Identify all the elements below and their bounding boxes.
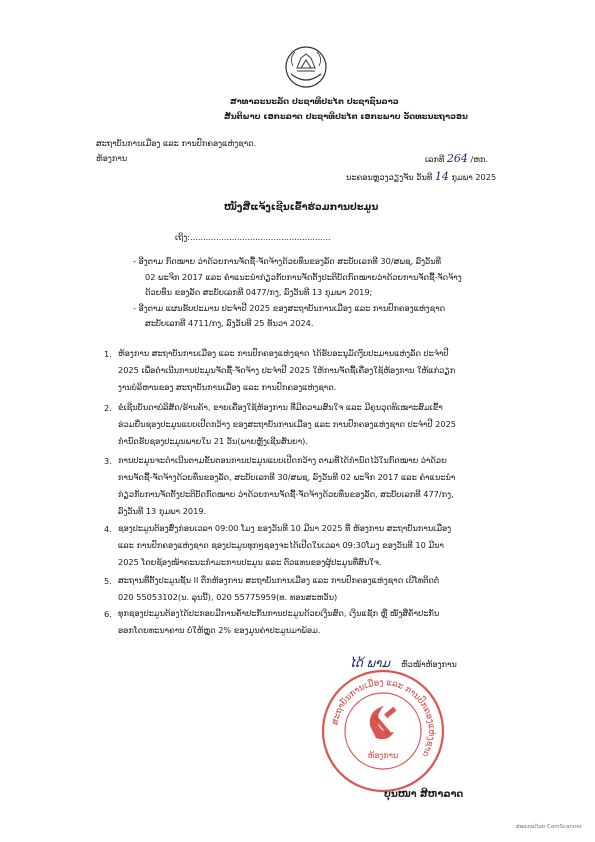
reference-line: 02 ພະຈິກ 2017 ແລະ ຄຳແນະນຳກ່ຽວກັບການຈັດຕັ້ງປະຕິບັດກົດໝາຍວ່າດ້ວຍການຈັດຊື້-ຈັດຈ້າງ bbox=[145, 271, 462, 282]
place-date-prefix: ນະຄອນຫຼວງວຽງຈັນ ວັນທີ bbox=[346, 172, 433, 182]
reference-line: ດ້ວຍທຶນ ຂອງລັດ ສະບັບເລກທີ 0477/ກງ, ລົງວັນທີ 13 ກຸມພາ 2019; bbox=[145, 287, 373, 297]
reference-line: ສະບັບເລກທີ 4711/ກງ, ລົງວັນທີ 25 ທັນວາ 2024. bbox=[145, 318, 314, 328]
item-line: 2025 ເພື່ອດຳເນີນການປະມູນຈັດຊື້-ຈັດຈ້າງ ປະຈຳປີ 2025 ໃຫ້ການຈັດຊື້ເຄື່ອງໃຊ້ຫ້ອງການ ໃຫ້ແກ່ວຽກ bbox=[118, 365, 456, 375]
item-number: 2. bbox=[104, 403, 112, 413]
item-text bbox=[118, 399, 456, 450]
sender-ministry: ສະຖາບັນການເມືອງ ແລະ ການປົກຄອງແຫ່ງຊາດ. bbox=[96, 138, 257, 148]
national-motto: ສັນຕິພາບ ເອກະລາດ ປະຊາທິປະໄຕ ເອກະພາບ ວັດທະນະຖາວອນ bbox=[224, 111, 468, 121]
item-number: 3. bbox=[104, 456, 112, 466]
place-date bbox=[346, 171, 496, 183]
reference-line: - ອີງຕາມ ແຜນຮັບປະມານ ປະຈຳປີ 2025 ຂອງສະຖາບັນການເມືອງ ແລະ ການປົກຄອງແຫ່ງຊາດ bbox=[133, 302, 446, 313]
item-line: ສະຖານທີ່ຕັ້ງປະມູນຊັ້ນ II ຕຶກຫ້ອງການ ສະຖາບັນການເມືອງ ແລະ ການປົກຄອງແຫ່ງຊາດ ເບີໂທຕິດຕໍ່ bbox=[118, 575, 440, 585]
item-line: ຮ່ວມຍື່ນຊອງປະມູນແບບເປີດກວ້າງ ຂອງສະຖາບັນການເມືອງ ແລະ ການປົກຄອງແຫ່ງຊາດ ປະຈຳປີ 2025 bbox=[118, 419, 457, 429]
number-suffix: /ຫກ. bbox=[470, 154, 489, 164]
signer-name: ບຸນໜາ ສີຫາລາດ bbox=[384, 789, 464, 800]
item-number: 1. bbox=[104, 349, 112, 359]
country-name: ສາທາລະນະລັດ ປະຊາທິປະໄຕ ປະຊາຊົນລາວ bbox=[230, 96, 399, 106]
item-line: ກ່ຽວກັບການຈັດຕັ້ງປະຕິບັດກົດໝາຍ ວ່າດ້ວຍການຈັດຊື້-ຈັດຈ້າງດ້ວຍທຶນຂອງລັດ, ສະບັບເລກທີ 477/ກງ, bbox=[118, 489, 454, 499]
item-line: ການປະມູນຈະດຳເນີນຕາມຂັ້ນຕອນການປະມູນແບບເປີດກວ້າງ ຕາມທີ່ໄດ້ກຳນົດໄວ້ໃນກົດໝາຍ ວ່າດ້ວຍ bbox=[118, 455, 447, 465]
handwritten-signature: ໄດ້ ພາມ bbox=[349, 656, 390, 670]
national-emblem-icon bbox=[283, 44, 329, 90]
item-number: 6. bbox=[104, 609, 112, 619]
stamp-ring-text: ສະຖາບັນການເມືອງ ແລະ ການປົກຄອງແຫ່ງຊາດ bbox=[330, 677, 437, 759]
item-text bbox=[118, 572, 439, 606]
item-line: ຂໍເຊີນບັນດາບໍລິສັດ/ຮ້ານຄ້າ, ຂາຍເຄື່ອງໃຊ້ຫ້ອງການ ທີ່ມີຄວາມສົນໃຈ ແລະ ມີຄຸນວຸດທິເໝາະສົມເຂົ້າ bbox=[118, 402, 443, 412]
item-text bbox=[118, 452, 455, 520]
item-text bbox=[118, 520, 451, 571]
handwritten-number: 264 bbox=[446, 152, 468, 165]
reference-number bbox=[425, 153, 488, 165]
number-label: ເລກທີ bbox=[425, 154, 445, 164]
signer-role: ຫົວໜ້າຫ້ອງການ bbox=[400, 659, 457, 669]
item-line: ງານບໍລິຫານຂອງ ສະຖາບັນການເມືອງ ແລະ ການປົກຄອງແຫ່ງຊາດ. bbox=[118, 382, 337, 392]
item-text bbox=[118, 345, 455, 396]
month-year: ກຸມພາ 2025 bbox=[451, 172, 497, 182]
item-text bbox=[118, 605, 439, 639]
item-line: ທຸກຊອງປະມູນຕ້ອງໄດ້ປະກອບມີການຄ້ຳປະກັນການປະມູນດ້ວຍເງິນສົດ, ເງິນແຊັກ ຫຼື ໜັງສືຄ້ຳປະກັນ bbox=[118, 608, 440, 618]
reference-line: - ອີງຕາມ ກົດໝາຍ ວ່າດ້ວຍການຈັດຊື້-ຈັດຈ້າງດ້ວຍທຶນຂອງລັດ ສະບັບເລກທີ 30/ສພຊ, ລົງວັນທີ bbox=[133, 256, 441, 266]
item-line: ການຈັດຊື້-ຈັດຈ້າງດ້ວຍທຶນຂອງລັດ, ສະບັບເລກທີ 30/ສພຊ, ລົງວັນທີ 02 ພະຈິກ 2017 ແລະ ຄຳແນະນຳ bbox=[118, 472, 456, 482]
handwritten-day: 14 bbox=[434, 170, 449, 183]
references-block bbox=[133, 254, 462, 332]
item-number: 4. bbox=[104, 524, 112, 534]
item-number: 5. bbox=[104, 576, 112, 586]
scanner-watermark: ສະແກນດ້ວຍ CamScanner bbox=[516, 824, 583, 830]
addressee-line: ເຖິງ:...................................................... bbox=[175, 232, 331, 242]
item-line: ລົງວັນທີ 13 ກຸມພາ 2019. bbox=[118, 506, 207, 516]
official-stamp bbox=[318, 666, 448, 796]
item-line: ຫ້ອງການ ສະຖາບັນການເມືອງ ແລະ ການປົກຄອງແຫ່ງຊາດ ໄດ້ຮັບອະນຸມັດງົບປະມານແຫ່ງລັດ ປະຈຳປີ bbox=[118, 348, 449, 358]
item-line: ແລະ ການປົກຄອງແຫ່ງຊາດ ຊອງປະມູນທຸກໆຊອງຈະໄດ້ເປີດໃນເວລາ 09:30ໂມງ ຂອງວັນທີ 10 ມີນາ bbox=[118, 540, 444, 550]
item-line: ອອກໂດຍທະນາຄານ ບໍ່ໃຫ້ຫຼຸດ 2% ຂອງມູນຄ່າປະມູນມາພ້ອມ. bbox=[118, 625, 321, 635]
item-line: 020 55053102(ນ. ລຸນນີ້), 020 55775959(ທ. ທອນສະຫວັນ) bbox=[118, 592, 338, 602]
sender-office: ຫ້ອງການ bbox=[96, 153, 128, 163]
item-line: ຊອງປະມູນຕ້ອງສົ່ງກ່ອນເວລາ 09:00 ໂມງ ຂອງວັນທີ 10 ມີນາ 2025 ທີ່ ຫ້ອງການ ສະຖາບັນການເມືອງ bbox=[118, 523, 452, 533]
stamp-center-label: ຫ້ອງການ bbox=[367, 751, 399, 760]
document-title: ໜັງສືແຈ້ງເຊີນເຂົ້າຮ່ວມການປະມູນ bbox=[224, 202, 379, 213]
item-line: ກຳນົດຮັບຊອງປະມູນພາຍໃນ 21 ວັນ(ພາຍຫຼັງເຊີນສັນຍາ). bbox=[118, 436, 308, 446]
item-line: 2025 ໂດຍຊ້ອງໜ້າຄະນະກຳມະການປະມູນ ແລະ ຕົວແທນຂອງຜູ້ປະມູນທີ່ສົນໃຈ. bbox=[118, 557, 382, 567]
